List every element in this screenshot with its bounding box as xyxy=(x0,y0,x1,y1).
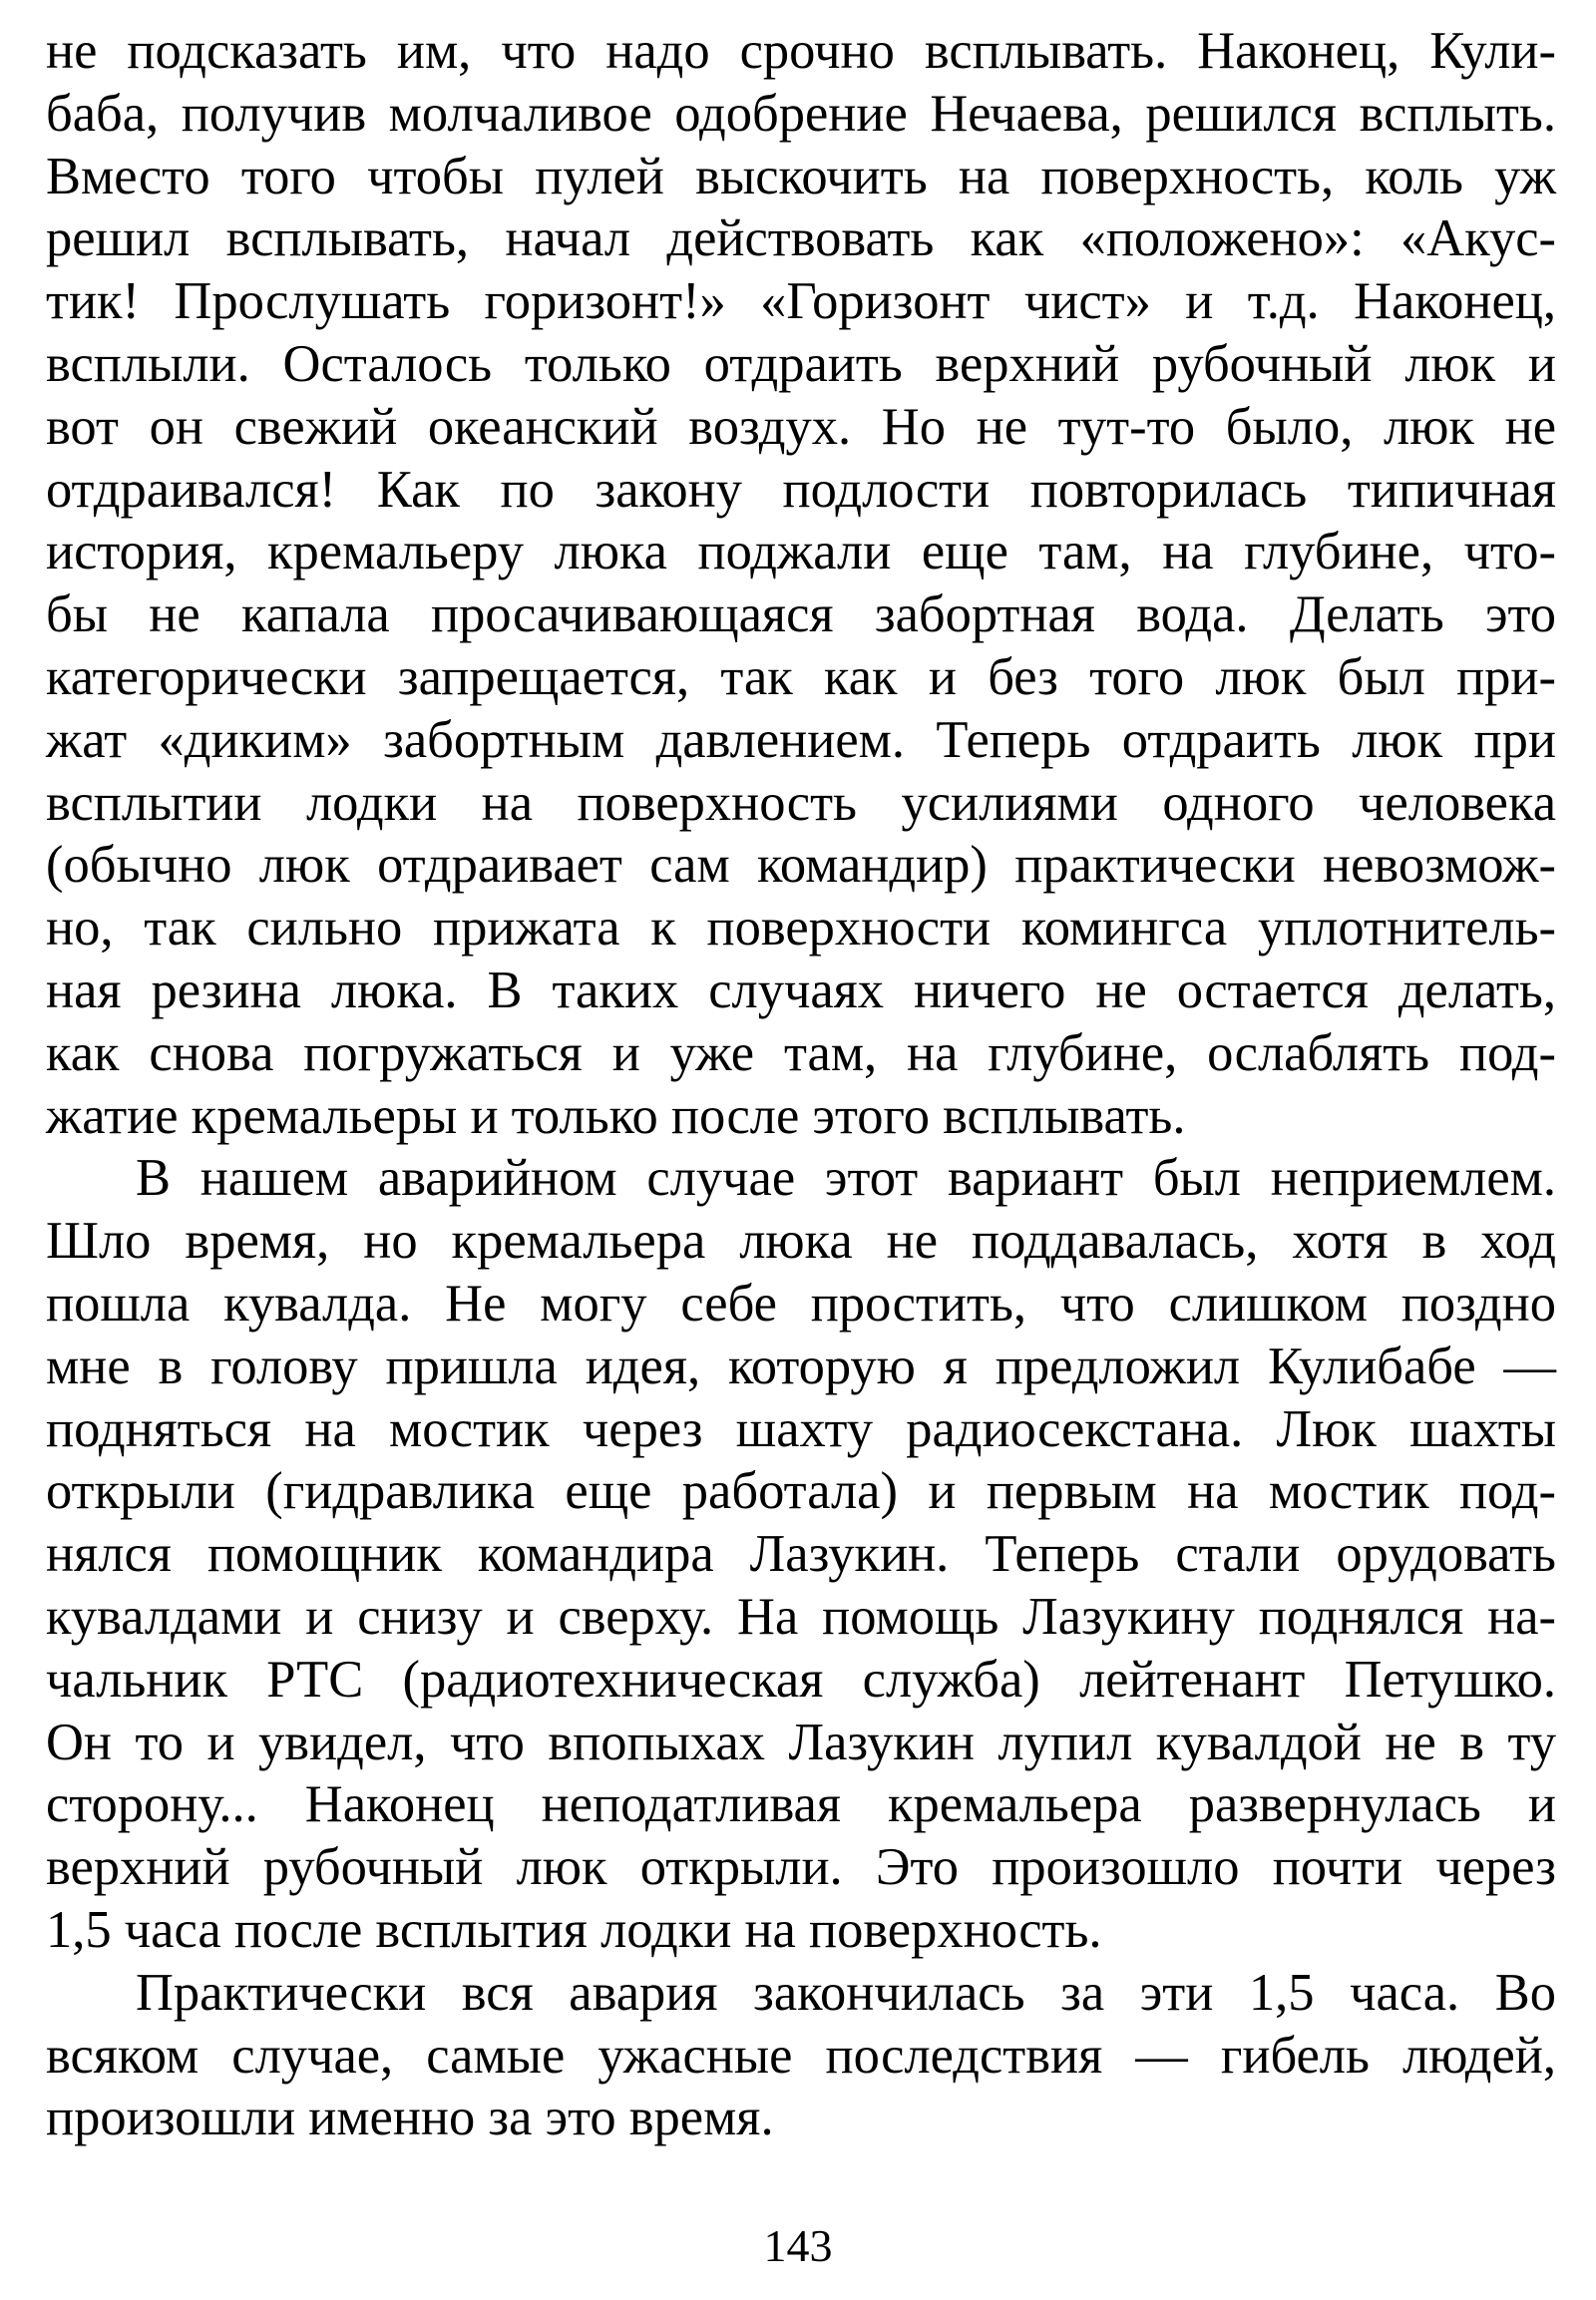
text-line: подняться на мостик через шахту радиосекстана. Люк шахты xyxy=(46,1399,1556,1458)
text-line: нялся помощник командира Лазукин. Теперь стали орудовать xyxy=(46,1525,1556,1584)
text-line: вот он свежий океанский воздух. Но не тут-то было, люк не xyxy=(46,397,1556,456)
text-line: всплытии лодки на поверхность усилиями одного человека xyxy=(46,773,1556,832)
text-line: но, так сильно прижата к поверхности комингса уплотнитель- xyxy=(46,899,1556,958)
text-line: Он то и увидел, что впопыхах Лазукин лупил кувалдой не в ту xyxy=(46,1713,1556,1771)
text-line: Практически вся авария закончилась за эти 1,5 часа. Во xyxy=(136,1963,1556,2022)
text-line: всяком случае, самые ужасные последствия — гибель людей, xyxy=(46,2026,1556,2085)
text-line: 1,5 часа после всплытия лодки на поверхность. xyxy=(46,1900,1102,1959)
text-line: Шло время, но кремальера люка не поддавалась, хотя в ход xyxy=(46,1212,1556,1271)
text-line: бы не капала просачивающаяся забортная вода. Делать это xyxy=(46,585,1556,644)
text-line: как снова погружаться и уже там, на глубине, ослаблять под- xyxy=(46,1023,1556,1082)
text-line: В нашем аварийном случае этот вариант был неприемлем. xyxy=(136,1149,1556,1208)
text-line: (обычно люк отдраивает сам командир) практически невозмож- xyxy=(46,836,1556,895)
text-line: отдраивался! Как по закону подлости повторилась типичная xyxy=(46,460,1556,519)
text-line: мне в голову пришла идея, которую я предложил Кулибабе — xyxy=(46,1337,1556,1395)
text-line: открыли (гидравлика еще работала) и первым на мостик под- xyxy=(46,1462,1556,1521)
body-text xyxy=(46,20,1556,2149)
text-line: сторону... Наконец неподатливая кремальера развернулась и xyxy=(46,1775,1556,1834)
text-line: жатие кремальеры и только после этого всплывать. xyxy=(46,1086,1186,1145)
text-line: всплыли. Осталось только отдраить верхний рубочный люк и xyxy=(46,334,1556,393)
page-number: 143 xyxy=(763,2220,833,2271)
text-line: жат «диким» забортным давлением. Теперь отдраить люк при xyxy=(46,710,1556,769)
text-line: история, кремальеру люка поджали еще там, на глубине, что- xyxy=(46,523,1556,581)
text-line: баба, получив молчаливое одобрение Нечаева, решился всплыть. xyxy=(46,84,1556,143)
text-line: чальник РТС (радиотехническая служба) лейтенант Петушко. xyxy=(46,1650,1556,1709)
text-line: кувалдами и снизу и сверху. На помощь Лазукину поднялся на- xyxy=(46,1587,1556,1646)
text-line: пошла кувалда. Не могу себе простить, что слишком поздно xyxy=(46,1274,1556,1333)
text-line: Вместо того чтобы пулей выскочить на поверхность, коль уж xyxy=(46,147,1556,205)
text-line: решил всплывать, начал действовать как «положено»: «Акус- xyxy=(46,209,1556,268)
text-line: ная резина люка. В таких случаях ничего не остается делать, xyxy=(46,960,1556,1019)
text-line: категорически запрещается, так как и без того люк был при- xyxy=(46,647,1556,706)
text-line: верхний рубочный люк открыли. Это произошло почти через xyxy=(46,1838,1556,1897)
text-line: тик! Прослушать горизонт!» «Горизонт чист» и т.д. Наконец, xyxy=(46,272,1556,331)
text-line: произошли именно за это время. xyxy=(46,2089,774,2147)
text-line: не подсказать им, что надо срочно всплывать. Наконец, Кули- xyxy=(46,22,1556,80)
